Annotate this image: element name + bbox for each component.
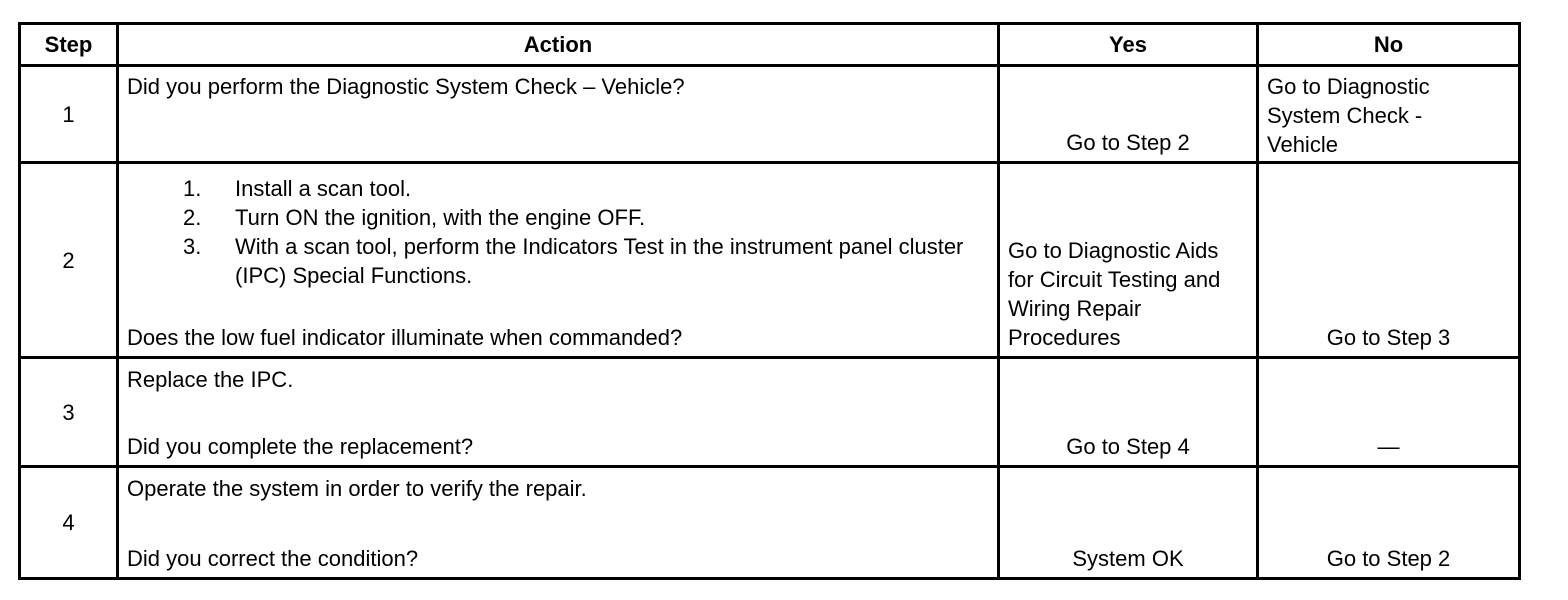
step-number: 4: [62, 510, 75, 535]
list-item: [127, 232, 989, 290]
no-outcome: Go to Diagnostic System Check - Vehicle: [1267, 74, 1430, 157]
list-number: 3.: [183, 234, 202, 259]
no-outcome: Go to Step 2: [1326, 546, 1451, 571]
yes-outcome-text: Go to Diagnostic Aids for Circuit Testing and Wiring Repair Procedures: [1008, 238, 1221, 350]
header-yes: Yes: [1109, 32, 1147, 57]
instruction-list: [127, 174, 989, 290]
question-text: Does the low fuel indicator illuminate when commanded?: [127, 325, 683, 350]
step-number: 1: [62, 101, 75, 127]
action-cell: [119, 359, 997, 465]
table-border-bottom: [18, 577, 1521, 580]
no-outcome: Go to Step 3: [1326, 325, 1451, 350]
step-number: 3: [62, 399, 75, 425]
yes-outcome: System OK: [1072, 546, 1184, 571]
instruction-text: Replace the IPC.: [127, 367, 294, 392]
action-text: Did you perform the Diagnostic System Check – Vehicle?: [127, 74, 685, 99]
diagnostic-table: [18, 22, 1521, 580]
list-number: 2.: [183, 205, 202, 230]
yes-outcome: Go to Step 4: [1066, 434, 1190, 459]
list-text: Install a scan tool.: [235, 176, 412, 201]
instruction-text: Operate the system in order to verify the repair.: [127, 476, 587, 501]
step-number: 2: [62, 247, 75, 273]
list-item: [127, 203, 989, 232]
action-cell: [119, 164, 997, 356]
list-item: [127, 174, 989, 203]
action-cell: [119, 468, 997, 577]
list-text: Turn ON the ignition, with the engine OFF.: [235, 205, 646, 230]
table-border-right: [1518, 22, 1521, 580]
header-step: Step: [44, 32, 93, 57]
list-text: With a scan tool, perform the Indicators Test in the instrument panel cluster (IPC) Special Functions.: [235, 234, 964, 288]
yes-outcome: Go to Step 2: [1066, 130, 1190, 155]
header-no: No: [1373, 32, 1404, 57]
yes-outcome: [1000, 164, 1256, 356]
question-text: Did you complete the replacement?: [127, 434, 474, 459]
list-number: 1.: [183, 176, 202, 201]
header-action: Action: [523, 32, 593, 57]
no-outcome: —: [1377, 434, 1400, 459]
question-text: Did you correct the condition?: [127, 546, 419, 571]
